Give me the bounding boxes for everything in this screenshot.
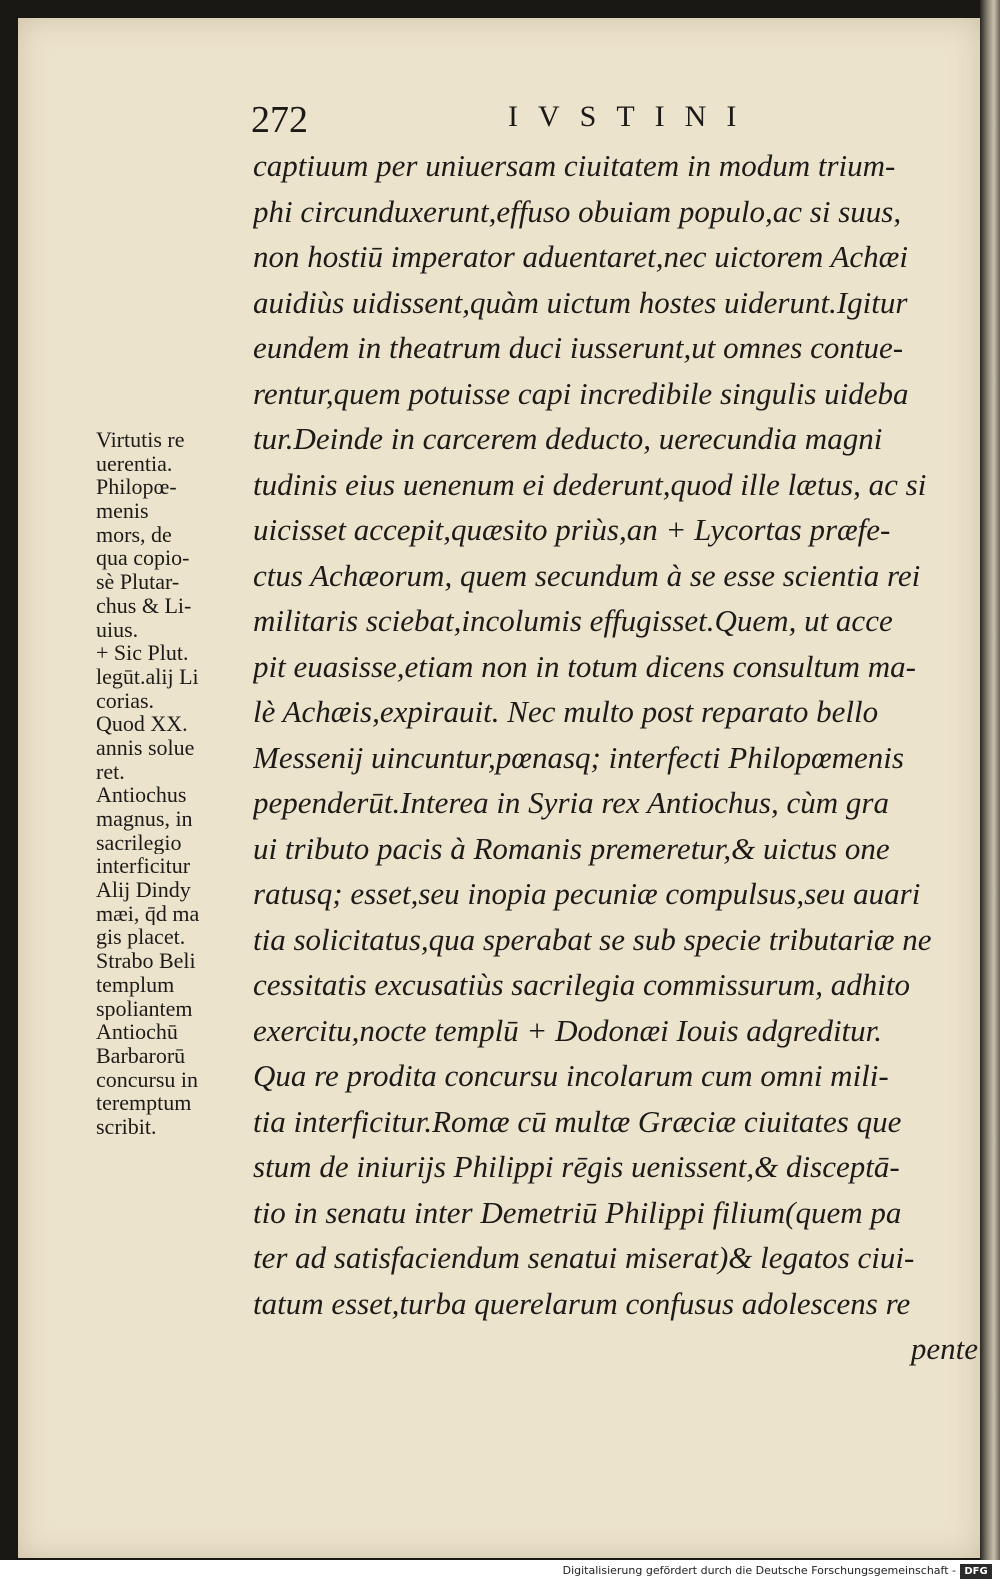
margin-note-line: Alij Dindy	[96, 878, 191, 902]
margin-note-line: sè Plutar-	[96, 570, 180, 594]
text-line: Qua re prodita concursu incolarum cum omni mili-	[253, 1058, 889, 1093]
margin-note-line: Barbarorū	[96, 1043, 186, 1068]
margin-note-line: interficitur	[96, 854, 191, 879]
margin-note-line: concursu in	[96, 1067, 199, 1092]
margin-note-line: annis solue	[96, 735, 195, 760]
text-line: tia solicitatus,qua sperabat se sub specie tributariæ ne	[253, 921, 932, 957]
margin-note-line: Quod XX.	[96, 712, 188, 736]
margin-note-line: mors, de	[96, 522, 172, 547]
text-line: tudinis eius uenenum ei dederunt,quod ille lætus, ac si	[253, 466, 927, 502]
margin-note-line: + Sic Plut.	[96, 641, 189, 665]
margin-note-line: qua copio-	[96, 546, 190, 571]
margin-note-line: templum	[96, 972, 175, 997]
margin-note-line: teremptum	[96, 1091, 192, 1115]
text-line: tio in senatu inter Demetriū Philippi filium(quem pa	[253, 1194, 902, 1230]
margin-note-line: Virtutis re	[96, 428, 185, 452]
margin-note-line: menis	[96, 499, 149, 523]
catchword: pente	[910, 1331, 978, 1366]
running-title: IVSTINI	[508, 100, 757, 133]
text-line: ter ad satisfaciendum senatui miserat)& legatos ciui-	[253, 1240, 915, 1275]
margin-note-line: uerentia.	[96, 451, 173, 476]
margin-note-line: Philopœ-	[96, 475, 177, 500]
text-line: militaris sciebat,incolumis effugisset.Quem, ut acce	[253, 603, 893, 638]
margin-note-line: mæi, q̄d ma	[96, 901, 200, 926]
margin-note-line: Antiochus	[96, 783, 187, 807]
page-edge	[980, 0, 1000, 1560]
text-line: lè Achæis,expirauit. Nec multo post reparato bello	[253, 694, 879, 729]
text-line: captiuum per uniuersam ciuitatem in modum trium-	[253, 148, 896, 183]
text-line: non hostiū imperator aduentaret,nec uictorem Achæi	[253, 239, 908, 274]
text-line: ratusq; esset,seu inopia pecuniæ compulsus,seu auari	[253, 876, 921, 911]
text-line: ctus Achæorum, quem secundum à se esse scientia rei	[253, 557, 921, 593]
footer-bar	[0, 1560, 1000, 1584]
margin-note-line: Strabo Beli	[96, 949, 196, 973]
text-line: phi circunduxerunt,effuso obuiam populo,ac si suus,	[253, 193, 902, 229]
footer-credit: Digitalisierung gefördert durch die Deutsche Forschungsgemeinschaft -	[562, 1564, 956, 1577]
text-line: tur.Deinde in carcerem deducto, uerecundia magni	[253, 421, 883, 456]
margin-note-line: sacrilegio	[96, 830, 182, 855]
margin-note-line: ret.	[96, 759, 125, 784]
margin-notes	[96, 428, 258, 1139]
text-line: uicisset accepit,quæsito priùs,an + Lycortas præfe-	[253, 512, 891, 547]
margin-note-line: chus & Li-	[96, 593, 192, 618]
text-line: pit euasisse,etiam non in totum dicens consultum ma-	[253, 648, 916, 684]
book-page	[18, 18, 980, 1558]
margin-note-line: corias.	[96, 688, 155, 713]
text-line: auidiùs uidissent,quàm uictum hostes uiderunt.Igitur	[253, 284, 908, 320]
margin-note-line: spoliantem	[96, 996, 193, 1021]
margin-note-line: scribit.	[96, 1114, 157, 1139]
text-line: Messenij uincuntur,pœnasq; interfecti Philopœmenis	[253, 739, 904, 775]
margin-note-line: magnus, in	[96, 807, 193, 831]
page-number: 272	[251, 99, 308, 141]
text-line: cessitatis excusatiùs sacrilegia commissurum, adhito	[253, 967, 910, 1002]
margin-note-line: gis placet.	[96, 925, 186, 950]
margin-note-line: Antiochū	[96, 1020, 178, 1044]
main-text-block	[253, 143, 978, 1372]
text-line: tia interficitur.Romæ cū multæ Græciæ ciuitates que	[253, 1103, 902, 1139]
text-line: rentur,quem potuisse capi incredibile singulis uideba	[253, 375, 909, 411]
margin-note-line: legūt.alij Li	[96, 664, 199, 689]
text-line: ui tributo pacis à Romanis premeretur,& uictus one	[253, 830, 890, 866]
text-line: stum de iniurijs Philippi rēgis uenissent,& disceptā-	[253, 1149, 900, 1184]
margin-note-line: uius.	[96, 617, 139, 642]
text-line: tatum esset,turba querelarum confusus adolescens re	[253, 1285, 911, 1321]
text-line: pependerūt.Interea in Syria rex Antiochus, cùm gra	[253, 785, 889, 820]
text-line: exercitu,nocte templū + Dodonæi Iouis adgreditur.	[253, 1012, 883, 1048]
dfg-logo-icon: DFG	[960, 1564, 992, 1579]
text-line: eundem in theatrum duci iusserunt,ut omnes contue-	[253, 330, 904, 365]
